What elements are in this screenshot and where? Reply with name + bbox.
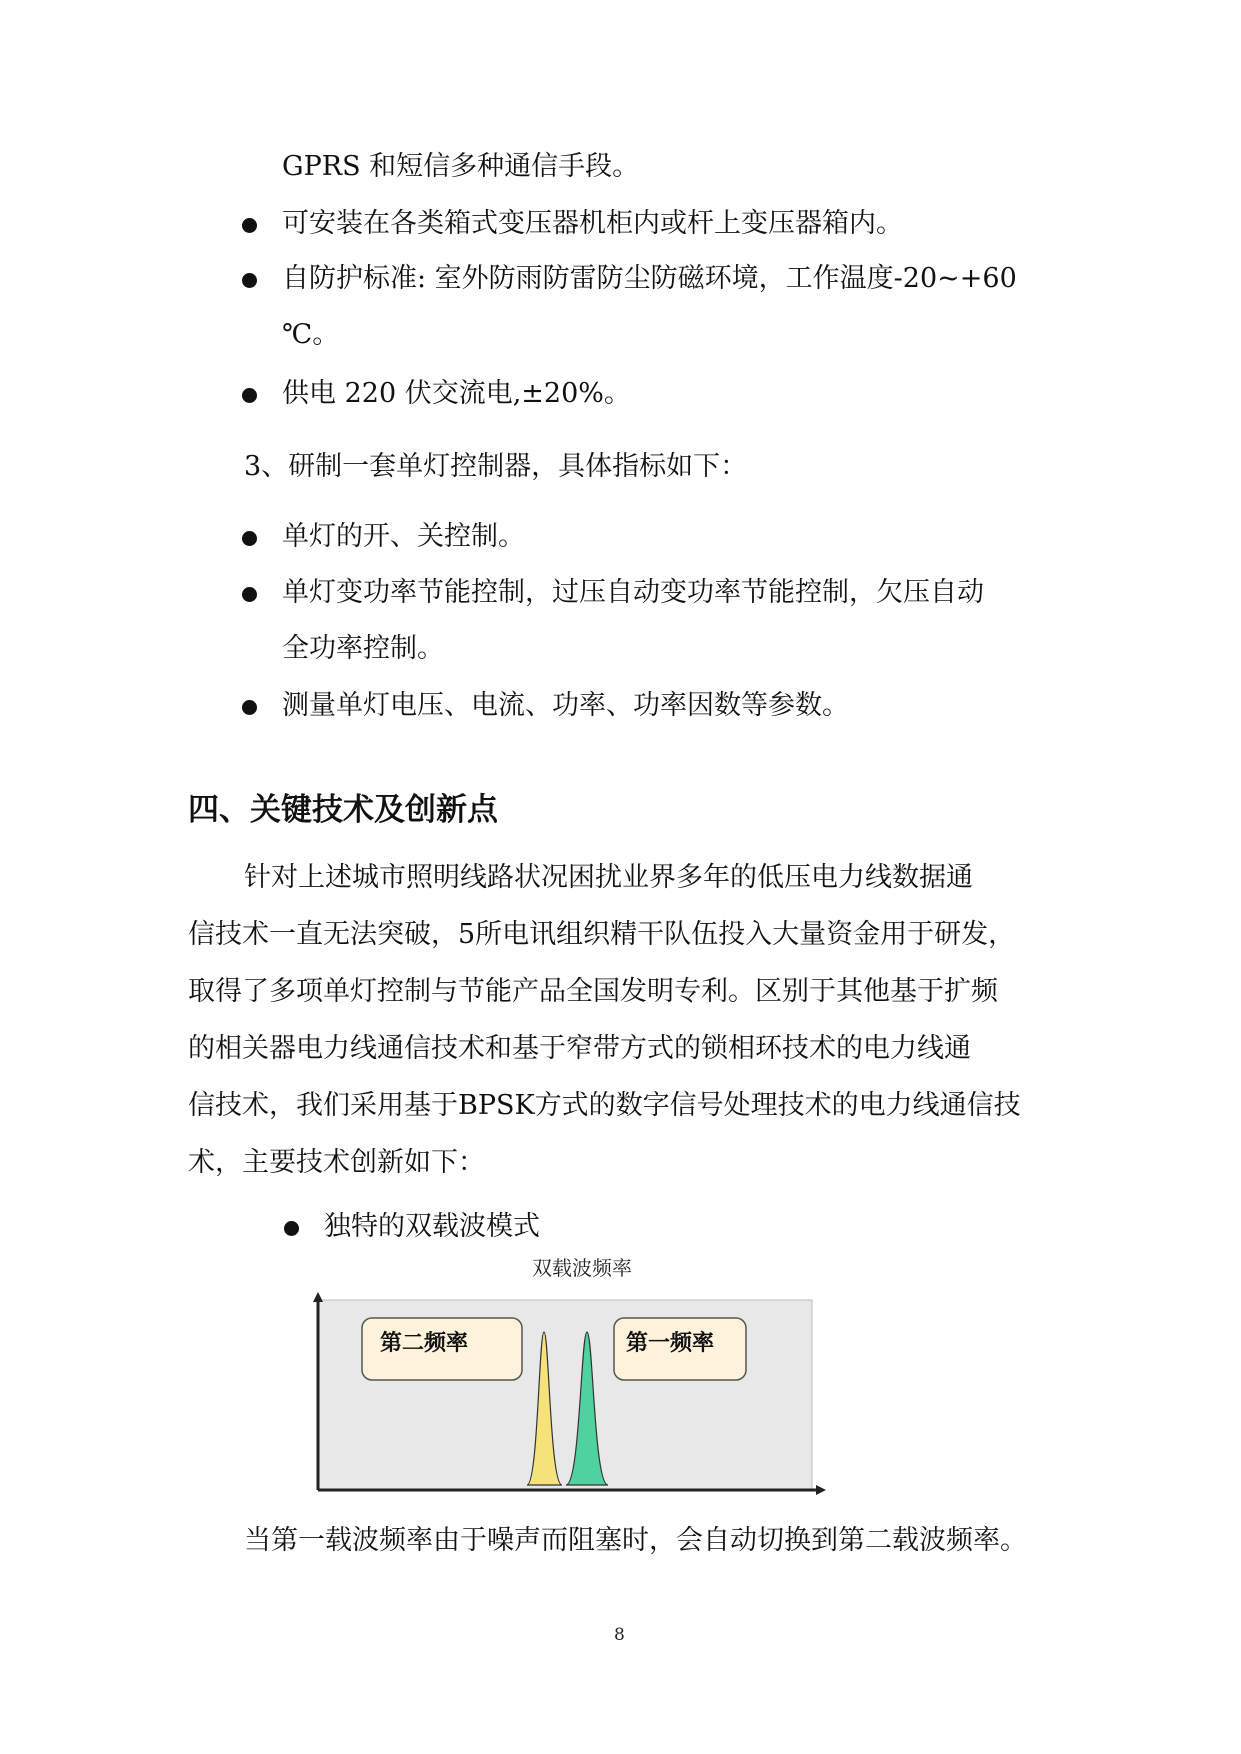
figure-explanation: 当第一载波频率由于噪声而阻塞时，会自动切换到第二载波频率。 xyxy=(244,1525,1027,1556)
bullet-text: 单灯变功率节能控制，过压自动变功率节能控制，欠压自动 xyxy=(282,577,984,608)
bullet-text: 供电 220 伏交流电,±20%。 xyxy=(282,378,631,409)
continuation-text: GPRS 和短信多种通信手段。 xyxy=(282,151,640,182)
x-axis-arrow xyxy=(816,1485,826,1495)
y-axis-arrow xyxy=(313,1292,323,1302)
bullet-dot xyxy=(242,700,257,715)
bullet-dot xyxy=(284,1221,299,1236)
bullet-dot xyxy=(242,218,257,233)
paragraph-line: 术，主要技术创新如下： xyxy=(188,1147,485,1178)
bullet-dot xyxy=(242,388,257,403)
figure-title: 双载波频率 xyxy=(532,1256,632,1280)
bullet-text: 自防护标准: 室外防雨防雷防尘防磁环境，工作温度-20~+60 xyxy=(282,263,1017,294)
bullet-text: 独特的双载波模式 xyxy=(324,1211,540,1242)
bullet-text-continuation: ℃。 xyxy=(282,319,340,350)
paragraph-line: 信技术，我们采用基于BPSK方式的数字信号处理技术的电力线通信技 xyxy=(188,1090,1021,1121)
bullet-text: 单灯的开、关控制。 xyxy=(282,521,525,552)
numbered-item: 3、研制一套单灯控制器，具体指标如下： xyxy=(244,451,748,482)
bullet-dot xyxy=(242,531,257,546)
bullet-text-continuation: 全功率控制。 xyxy=(282,633,444,664)
dual-carrier-figure xyxy=(310,1292,830,1497)
paragraph-line: 的相关器电力线通信技术和基于窄带方式的锁相环技术的电力线通 xyxy=(188,1033,971,1064)
bullet-dot xyxy=(242,273,257,288)
bullet-text: 测量单灯电压、电流、功率、功率因数等参数。 xyxy=(282,690,849,721)
paragraph-line: 信技术一直无法突破，5所电讯组织精干队伍投入大量资金用于研发， xyxy=(188,919,1016,950)
section-heading: 四、关键技术及创新点 xyxy=(188,792,498,828)
second-frequency-label: 第二频率 xyxy=(380,1331,469,1356)
bullet-dot xyxy=(242,587,257,602)
first-frequency-label: 第一频率 xyxy=(626,1331,715,1356)
paragraph-line: 取得了多项单灯控制与节能产品全国发明专利。区别于其他基于扩频 xyxy=(188,976,998,1007)
paragraph-line: 针对上述城市照明线路状况困扰业界多年的低压电力线数据通 xyxy=(244,862,973,893)
page-number: 8 xyxy=(614,1625,625,1645)
bullet-text: 可安装在各类箱式变压器机柜内或杆上变压器箱内。 xyxy=(282,208,903,239)
